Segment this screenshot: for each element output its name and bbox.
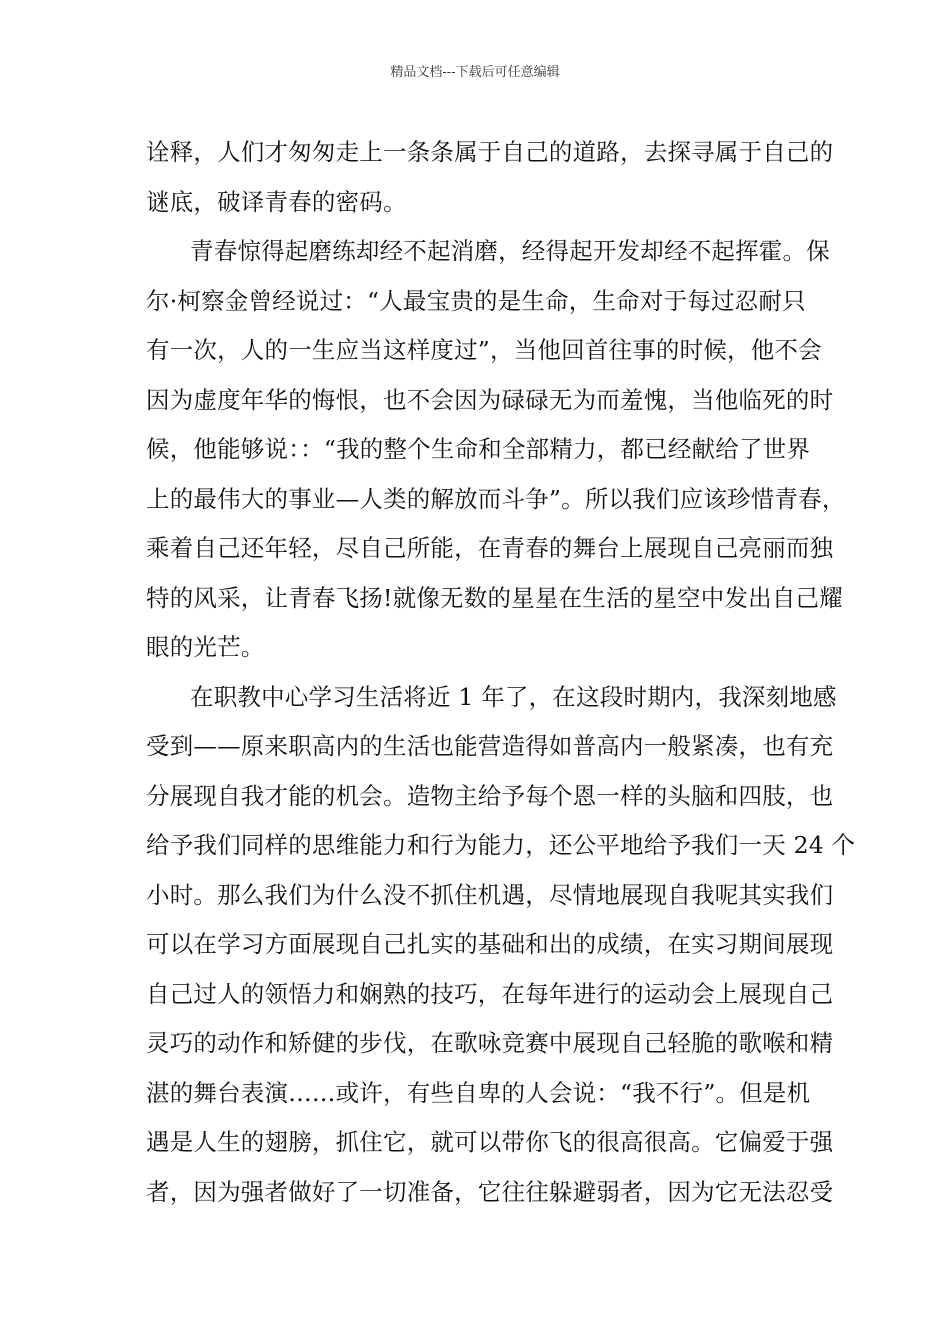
text-line: 特的风采，让青春飞扬!就像无数的星星在生活的星空中发出自己耀 [146, 583, 843, 612]
text-line: 遇是人生的翅膀，抓住它，就可以带你飞的很高很高。它偏爱于强 [146, 1128, 834, 1156]
text-line: 小时。那么我们为什么没不抓住机遇，尽情地展现自我呢其实我们 [146, 880, 834, 909]
text-line: 给予我们同样的思维能力和行为能力，还公平地给予我们一天 24 个 [146, 831, 856, 859]
text-line: 湛的舞台表演……或许，有些自卑的人会说：“我不行”。但是机 [146, 1078, 811, 1107]
text-line: 候，他能够说：：“我的整个生命和全部精力，都已经献给了世界 [146, 435, 811, 463]
text-line: 灵巧的动作和矫健的步伐，在歌咏竞赛中展现自己轻脆的歌喉和精 [146, 1029, 834, 1057]
paragraph-start-line: 青春惊得起磨练却经不起消磨，经得起开发却经不起挥霍。保 [190, 237, 830, 265]
paragraph-start-line: 在职教中心学习生活将近 1 年了，在这段时期内，我深刻地感 [190, 682, 837, 711]
text-line: 者，因为强者做好了一切准备，它往往躲避弱者，因为它无法忍受 [146, 1177, 834, 1206]
text-line: 自己过人的领悟力和娴熟的技巧，在每年进行的运动会上展现自己 [146, 979, 834, 1008]
text-line: 受到——原来职高内的生活也能营造得如普高内一般紧凑，也有充 [146, 732, 834, 760]
text-line: 诠释，人们才匆匆走上一条条属于自己的道路，去探寻属于自己的 [146, 138, 834, 166]
text-line: 眼的光芒。 [146, 633, 265, 661]
text-line: 上的最伟大的事业—人类的解放而斗争”。所以我们应该珍惜青春， [146, 484, 846, 513]
text-line: 有一次，人的一生应当这样度过”，当他回首往事的时候，他不会 [146, 336, 822, 364]
text-line: 因为虚度年华的悔恨，也不会因为碌碌无为而羞愧，当他临死的时 [146, 385, 834, 414]
text-line: 谜底，破译青春的密码。 [146, 187, 407, 216]
text-line: 乘着自己还年轻，尽自己所能，在青春的舞台上展现自己亮丽而独 [146, 534, 834, 562]
text-line: 尔·柯察金曾经说过：“人最宝贵的是生命，生命对于每过忍耐只 [146, 286, 806, 315]
text-line: 分展现自我才能的机会。造物主给予每个恩一样的头脑和四肢，也 [146, 781, 834, 810]
document-body [146, 128, 856, 1217]
text-line: 可以在学习方面展现自己扎实的基础和出的成绩，在实习期间展现 [146, 930, 834, 958]
page-header: 精品文档---下载后可任意编辑 [390, 65, 560, 80]
